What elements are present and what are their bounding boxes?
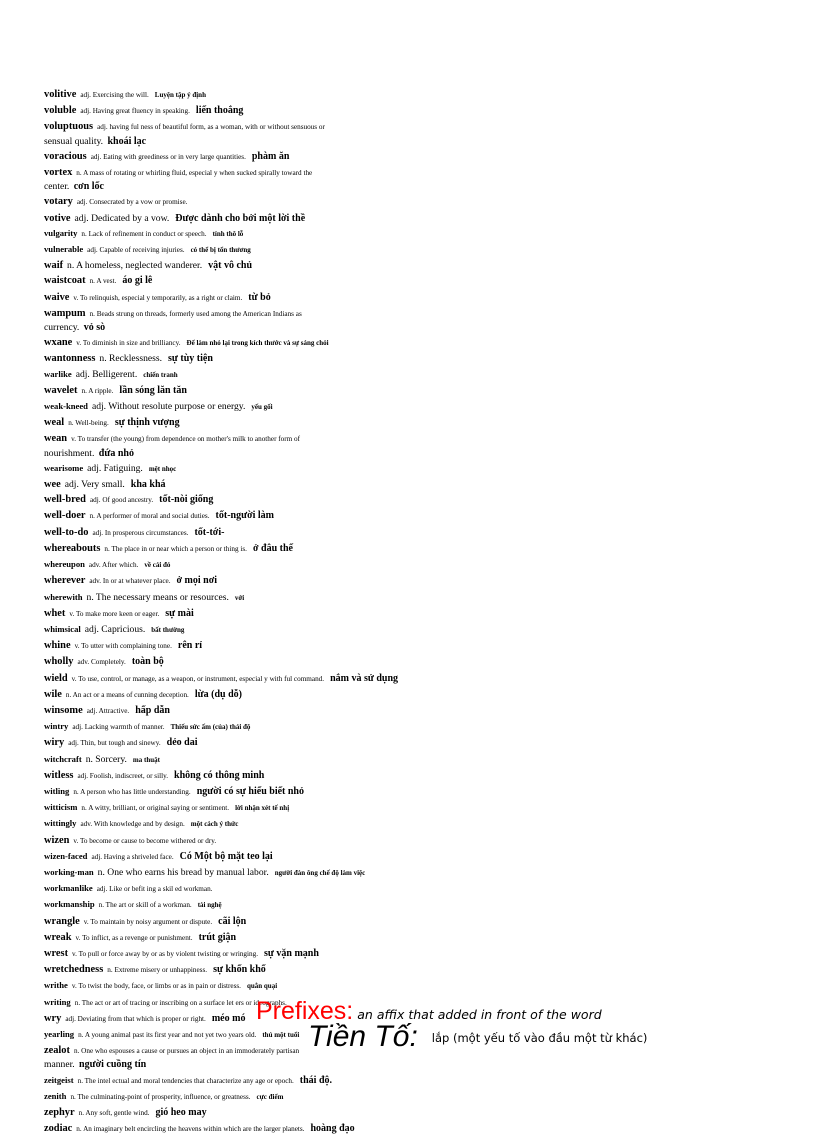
entry-word: zodiac [44, 1123, 73, 1135]
entry-witchcraft [44, 751, 464, 767]
entry-wavelet [44, 382, 464, 398]
entry-translation: gió heo may [155, 1107, 207, 1118]
entry-definition: adv. After which. [88, 561, 139, 570]
entry-definition: adj. Foolish, indiscreet, or silly. [77, 771, 169, 780]
entry-voracious [44, 148, 464, 164]
entry-translation: sự khốn khổ [213, 964, 266, 976]
entry-voluble [44, 102, 464, 118]
entry-word: wavelet [44, 384, 78, 396]
entry-wantonness [44, 350, 464, 365]
entry-translation: rên rỉ [177, 640, 203, 652]
entry-word: wintry [44, 721, 69, 732]
entry-definition: n. Lack of refinement in conduct or speech. [81, 229, 207, 238]
entry-word: wry [44, 1012, 62, 1024]
entry-word: wrest [44, 947, 69, 959]
entry-word: voracious [44, 150, 87, 162]
entry-definition: v. To diminish in size and brilliancy. [76, 339, 181, 348]
entry-word: winsome [44, 704, 83, 716]
entry-translation: trút giận [198, 931, 237, 943]
entry-definition: adj. Attractive. [86, 706, 130, 715]
tien-to-line [256, 1020, 776, 1053]
entry-word: wxane [44, 337, 73, 349]
entry-word: wholly [44, 656, 74, 668]
entry-translation: cơn lốc [73, 181, 104, 193]
tien-to-definition: lắp (một yếu tố vào đầu một từ khác) [431, 1031, 648, 1045]
entry-definition: v. To utter with complaining tone. [74, 642, 172, 651]
entry-translation: Thiếu sức ấm (của) thái độ [170, 723, 251, 732]
entry-wrangle [44, 913, 464, 929]
entry-definition: n. The necessary means or resources. [86, 591, 229, 603]
entry-word: whereupon [44, 559, 85, 570]
entry-well-doer [44, 507, 464, 523]
entry-definition-continued [44, 321, 464, 334]
entry-wizen-faced [44, 848, 464, 864]
entry-definition-tail: center. [44, 181, 70, 193]
entry-word: well-doer [44, 510, 86, 522]
entry-definition: adj. Without resolute purpose or energy. [91, 401, 246, 413]
entry-wampum [44, 305, 464, 334]
entry-translation: chiến tranh [143, 370, 178, 379]
entry-translation: lời nhận xét tế nhị [235, 804, 290, 813]
entry-definition: n. A ripple. [81, 386, 114, 395]
entry-translation: áo gi lê [122, 275, 153, 287]
entry-zeitgeist [44, 1072, 464, 1088]
entry-translation: tốt-nòi giống [159, 494, 214, 506]
entry-definition: adv. With knowledge and by design. [80, 820, 185, 829]
entry-translation: thú một tuổi [262, 1030, 300, 1039]
entry-definition: n. Any soft, gentle wind. [78, 1109, 150, 1117]
entry-definition: v. To twist the body, face, or limbs or as in pain or distress. [71, 982, 241, 991]
entry-definition: n. A vest. [89, 277, 117, 286]
entry-definition: adj. Capricious. [84, 623, 146, 635]
entry-translation: tốt-người làm [215, 510, 275, 522]
entry-zephyr [44, 1104, 464, 1120]
entry-translation: Luyện tập ý định [154, 91, 206, 99]
entry-translation: bất thường [151, 625, 185, 634]
entry-definition-continued [44, 180, 464, 193]
entry-definition: adj. Fatiguing. [87, 462, 143, 474]
entry-word: whet [44, 607, 66, 619]
entry-definition: n. An act or a means of cunning deception. [65, 690, 189, 699]
entry-translation: người có sự hiểu biết nhỏ [196, 785, 304, 797]
entry-volitive [44, 86, 464, 102]
entry-word: zealot [44, 1045, 70, 1057]
entry-word: weal [44, 417, 65, 429]
entry-definition: adj. Dedicated by a vow. [74, 212, 170, 224]
entry-word: witchcraft [44, 753, 82, 764]
entry-word: zenith [44, 1090, 67, 1101]
entry-word: wearisome [44, 462, 84, 473]
entry-translation: ma thuật [132, 755, 160, 764]
entry-definition: n. The act or art of tracing or inscribing on a surface let ers or ideographs. [74, 998, 287, 1007]
entry-definition: adj. Belligerent. [75, 368, 138, 380]
word-list [44, 86, 464, 1136]
entry-translation: ở mọi nơi [176, 575, 218, 587]
entry-definition: adj. Capable of receiving injuries. [87, 246, 185, 255]
entry-definition: adj. Of good ancestry. [89, 496, 154, 505]
entry-definition: n. A performer of moral and social duties. [89, 512, 210, 521]
entry-whereabouts [44, 540, 464, 556]
entry-word: well-to-do [44, 526, 89, 538]
entry-word: witling [44, 785, 70, 796]
entry-definition: adj. Having a shriveled face. [91, 852, 174, 861]
entry-definition: adj. Consecrated by a vow or promise. [76, 198, 188, 207]
entry-wreak [44, 929, 464, 945]
entry-wield [44, 670, 464, 686]
entry-translation: sự mài [165, 607, 194, 619]
entry-wintry [44, 718, 464, 734]
entry-translation: đứa nhỏ [98, 447, 134, 459]
entry-wittingly [44, 815, 464, 831]
entry-word: writing [44, 996, 71, 1007]
entry-definition: n. One who earns his bread by manual labor. [97, 866, 269, 878]
entry-translation: lừa (dụ dỗ) [194, 688, 242, 700]
entry-wiry [44, 734, 464, 750]
entry-definition: adj. Eating with greediness or in very large quantities. [90, 152, 246, 161]
entry-definition: n. A mass of rotating or whirling fluid, especial y when sucked spirally toward the [76, 169, 313, 178]
entry-whine [44, 637, 464, 653]
prefixes-definition: an affix that added in front of the word [357, 1007, 602, 1022]
entry-definition-continued [44, 447, 464, 460]
entry-weal [44, 414, 464, 430]
entry-definition: adj. Exercising the will. [80, 91, 149, 99]
entry-word: wield [44, 672, 68, 684]
entry-definition: n. Recklessness. [99, 353, 163, 365]
prefixes-heading: Prefixes: [256, 997, 354, 1025]
entry-word: voluble [44, 105, 77, 117]
entry-word: wantonness [44, 353, 96, 365]
entry-wherever [44, 572, 464, 588]
entry-translation: lần sóng lăn tăn [119, 384, 187, 396]
entry-translation: vật vô chủ [208, 260, 253, 272]
entry-waif [44, 257, 464, 272]
entry-word: zeitgeist [44, 1074, 74, 1085]
entry-translation: mệt nhọc [148, 464, 177, 473]
entry-translation: tính thô lỗ [212, 229, 244, 238]
entry-definition: adj. Deviating from that which is proper or right. [65, 1014, 206, 1023]
entry-wholly [44, 653, 464, 669]
entry-translation: tốt-tới- [194, 526, 225, 538]
entry-word: warlike [44, 368, 72, 379]
entry-definition: v. To become or cause to become withered or dry. [73, 836, 217, 845]
entry-word: workmanship [44, 899, 95, 910]
entry-workmanlike [44, 880, 464, 896]
entry-word: vulnerable [44, 244, 84, 255]
entry-word: votary [44, 196, 73, 208]
entry-word: witticism [44, 802, 78, 813]
entry-definition: adv. In or at whatever place. [89, 577, 171, 586]
entry-word: voluptuous [44, 121, 94, 133]
entry-whimsical [44, 621, 464, 637]
entry-translation: toàn bộ [131, 656, 164, 668]
entry-word: vulgarity [44, 227, 78, 238]
entry-wean [44, 430, 464, 459]
entry-translation: kha khá [130, 479, 166, 491]
entry-wrest [44, 945, 464, 961]
prefixes-section [256, 997, 776, 1053]
entry-translation: dẻo dai [166, 737, 198, 749]
entry-word: writhe [44, 980, 68, 991]
entry-definition: adv. Completely. [77, 658, 126, 667]
entry-translation: một cách ý thức [190, 820, 239, 829]
entry-waistcoat [44, 272, 464, 288]
entry-zenith [44, 1088, 464, 1104]
entry-word: well-bred [44, 494, 86, 506]
tien-to-heading: Tiền Tố: [308, 1020, 418, 1053]
entry-translation: hoàng đạo [310, 1123, 355, 1135]
entry-definition: adj. Lacking warmth of manner. [72, 723, 165, 732]
entry-definition: n. Extreme misery or unhappiness. [107, 966, 208, 975]
entry-word: whine [44, 640, 71, 652]
entry-translation: người đàn ông chế độ làm việc [274, 868, 366, 877]
entry-translation: sự vặn mạnh [264, 947, 319, 959]
entry-translation: sự tùy tiện [168, 353, 213, 365]
entry-vortex [44, 164, 464, 193]
entry-definition: adj. Like or befit ing a skil ed workman. [96, 885, 213, 894]
entry-translation: phàm ăn [251, 150, 290, 162]
entry-translation: hấp dẫn [135, 704, 170, 716]
entry-definition-tail: nourishment. [44, 447, 95, 459]
entry-well-to-do [44, 524, 464, 540]
entry-definition: v. To make more keen or eager. [69, 609, 160, 618]
entry-votary [44, 193, 464, 209]
entry-wherewith [44, 589, 464, 605]
entry-definition: adj. Very small. [64, 479, 125, 491]
entry-whereupon [44, 556, 464, 572]
entry-word: wee [44, 479, 61, 491]
entry-translation: sự thịnh vượng [114, 417, 180, 429]
entry-definition: n. A young animal past its first year and not yet two years old. [78, 1030, 257, 1039]
entry-witless [44, 767, 464, 783]
entry-translation: về cái đó [144, 561, 171, 570]
entry-word: wreak [44, 931, 72, 943]
entry-weak-kneed [44, 398, 464, 414]
entry-definition-continued [44, 135, 464, 148]
entry-translation: méo mó [211, 1012, 246, 1024]
entry-translation: không có thông minh [174, 769, 265, 781]
entry-word: wizen [44, 834, 70, 846]
entry-definition: n. A witty, brilliant, or original saying or sentiment. [81, 804, 230, 813]
entry-word: waif [44, 260, 64, 272]
entry-definition: v. To transfer (the young) from dependence on mother's milk to another form of [71, 435, 301, 444]
entry-translation: quằn quại [246, 982, 278, 991]
entry-word: working-man [44, 866, 94, 877]
entry-definition: v. To inflict, as a revenge or punishment. [75, 933, 193, 942]
entry-definition: n. The culminating-point of prosperity, influence, or greatness. [70, 1092, 251, 1101]
entry-waive [44, 289, 464, 305]
entry-word: wretchedness [44, 964, 104, 976]
entry-votive [44, 210, 464, 225]
entry-word: whimsical [44, 623, 81, 634]
entry-warlike [44, 366, 464, 382]
entry-vulgarity [44, 225, 464, 241]
entry-working-man [44, 864, 464, 880]
entry-definition: n. The place in or near which a person or thing is. [104, 544, 247, 553]
entry-translation: cực điểm [256, 1092, 284, 1101]
entry-word: weak-kneed [44, 401, 88, 412]
entry-word: wherewith [44, 591, 83, 602]
entry-whet [44, 605, 464, 621]
entry-word: wizen-faced [44, 850, 88, 861]
entry-definition: v. To relinquish, especial y temporarily, as a right or claim. [73, 293, 243, 302]
entry-word: wrangle [44, 915, 80, 927]
entry-word: waive [44, 291, 70, 303]
entry-word: wiry [44, 737, 65, 749]
entry-voluptuous [44, 118, 464, 147]
entry-definition: n. An imaginary belt encircling the heavens within which are the larger planets. [76, 1125, 305, 1134]
entry-translation: Được dành cho bởi một lời thề [175, 212, 306, 224]
entry-word: wampum [44, 307, 86, 319]
entry-definition: n. The intel ectual and moral tendencies that characterize any age or epoch. [77, 1076, 294, 1085]
entry-witticism [44, 799, 464, 815]
entry-translation: từ bỏ [248, 291, 271, 303]
entry-word: yearling [44, 1028, 75, 1039]
entry-definition: v. To maintain by noisy argument or dispute. [83, 917, 213, 926]
entry-wile [44, 686, 464, 702]
entry-word: wile [44, 688, 62, 700]
entry-translation: liến thoắng [195, 105, 244, 117]
entry-wizen [44, 832, 464, 848]
entry-word: wherever [44, 575, 86, 587]
entry-word: workmanlike [44, 883, 93, 894]
entry-translation: thái độ. [299, 1074, 333, 1086]
entry-translation: nắm và sử dụng [330, 672, 399, 684]
entry-word: wittingly [44, 818, 77, 829]
entry-well-bred [44, 491, 464, 507]
entry-translation: vỏ sò [83, 322, 106, 334]
entry-wxane [44, 334, 464, 350]
entry-word: zephyr [44, 1107, 75, 1118]
entry-word: whereabouts [44, 542, 101, 554]
entry-word: wean [44, 433, 68, 445]
entry-word: volitive [44, 89, 77, 100]
entry-word: witless [44, 769, 74, 781]
entry-definition-tail: sensual quality. [44, 135, 104, 147]
entry-translation: với [234, 593, 245, 602]
entry-definition-continued [44, 1058, 464, 1071]
entry-vulnerable [44, 241, 464, 257]
entry-translation: cãi lộn [218, 915, 247, 927]
entry-definition: n. One who espouses a cause or pursues an object in an immoderately partisan [73, 1047, 300, 1056]
entry-translation: yếu gối [251, 403, 273, 412]
entry-translation: khoái lạc [107, 135, 147, 147]
entry-definition: n. A person who has little understanding. [73, 787, 191, 796]
entry-writhe [44, 977, 464, 993]
entry-workmanship [44, 896, 464, 912]
entry-definition: v. To pull or force away by or as by violent twisting or wringing. [72, 949, 258, 958]
entry-word: waistcoat [44, 275, 86, 287]
entry-definition: n. Well-being. [68, 419, 109, 428]
entry-definition-tail: manner. [44, 1059, 75, 1071]
entry-witling [44, 783, 464, 799]
entry-word: vortex [44, 167, 73, 179]
entry-definition: adj. Having great fluency in speaking. [80, 107, 190, 116]
entry-translation: ở đâu thế [252, 542, 293, 554]
entry-definition: n. A homeless, neglected wanderer. [67, 260, 203, 272]
entry-definition: adj. having ful ness of beautiful form, as a woman, with or without sensuous or [97, 123, 325, 132]
entry-definition: v. To use, control, or manage, as a weapon, or instrument, especial y with ful command. [71, 674, 325, 683]
entry-definition: n. The art or skill of a workman. [98, 901, 192, 910]
entry-word: votive [44, 212, 71, 224]
entry-definition: adj. Thin, but tough and sinewy. [68, 739, 161, 748]
entry-definition: n. Beads strung on threads, formerly used among the American Indians as [89, 309, 302, 318]
entry-definition: n. Sorcery. [85, 753, 127, 765]
entry-wee [44, 476, 464, 491]
entry-definition: adj. In prosperous circumstances. [92, 528, 189, 537]
entry-translation: tài nghệ [197, 901, 222, 910]
entry-definition-tail: currency. [44, 322, 80, 334]
entry-translation: Để làm nhỏ lại trong kích thước và sự sáng chói [186, 339, 329, 348]
entry-translation: người cuồng tín [79, 1059, 147, 1071]
entry-translation: Có Một bộ mặt teo lại [179, 850, 273, 862]
entry-wretchedness [44, 961, 464, 977]
entry-winsome [44, 702, 464, 718]
entry-wearisome [44, 460, 464, 476]
entry-translation: có thể bị tổn thương [190, 246, 251, 255]
